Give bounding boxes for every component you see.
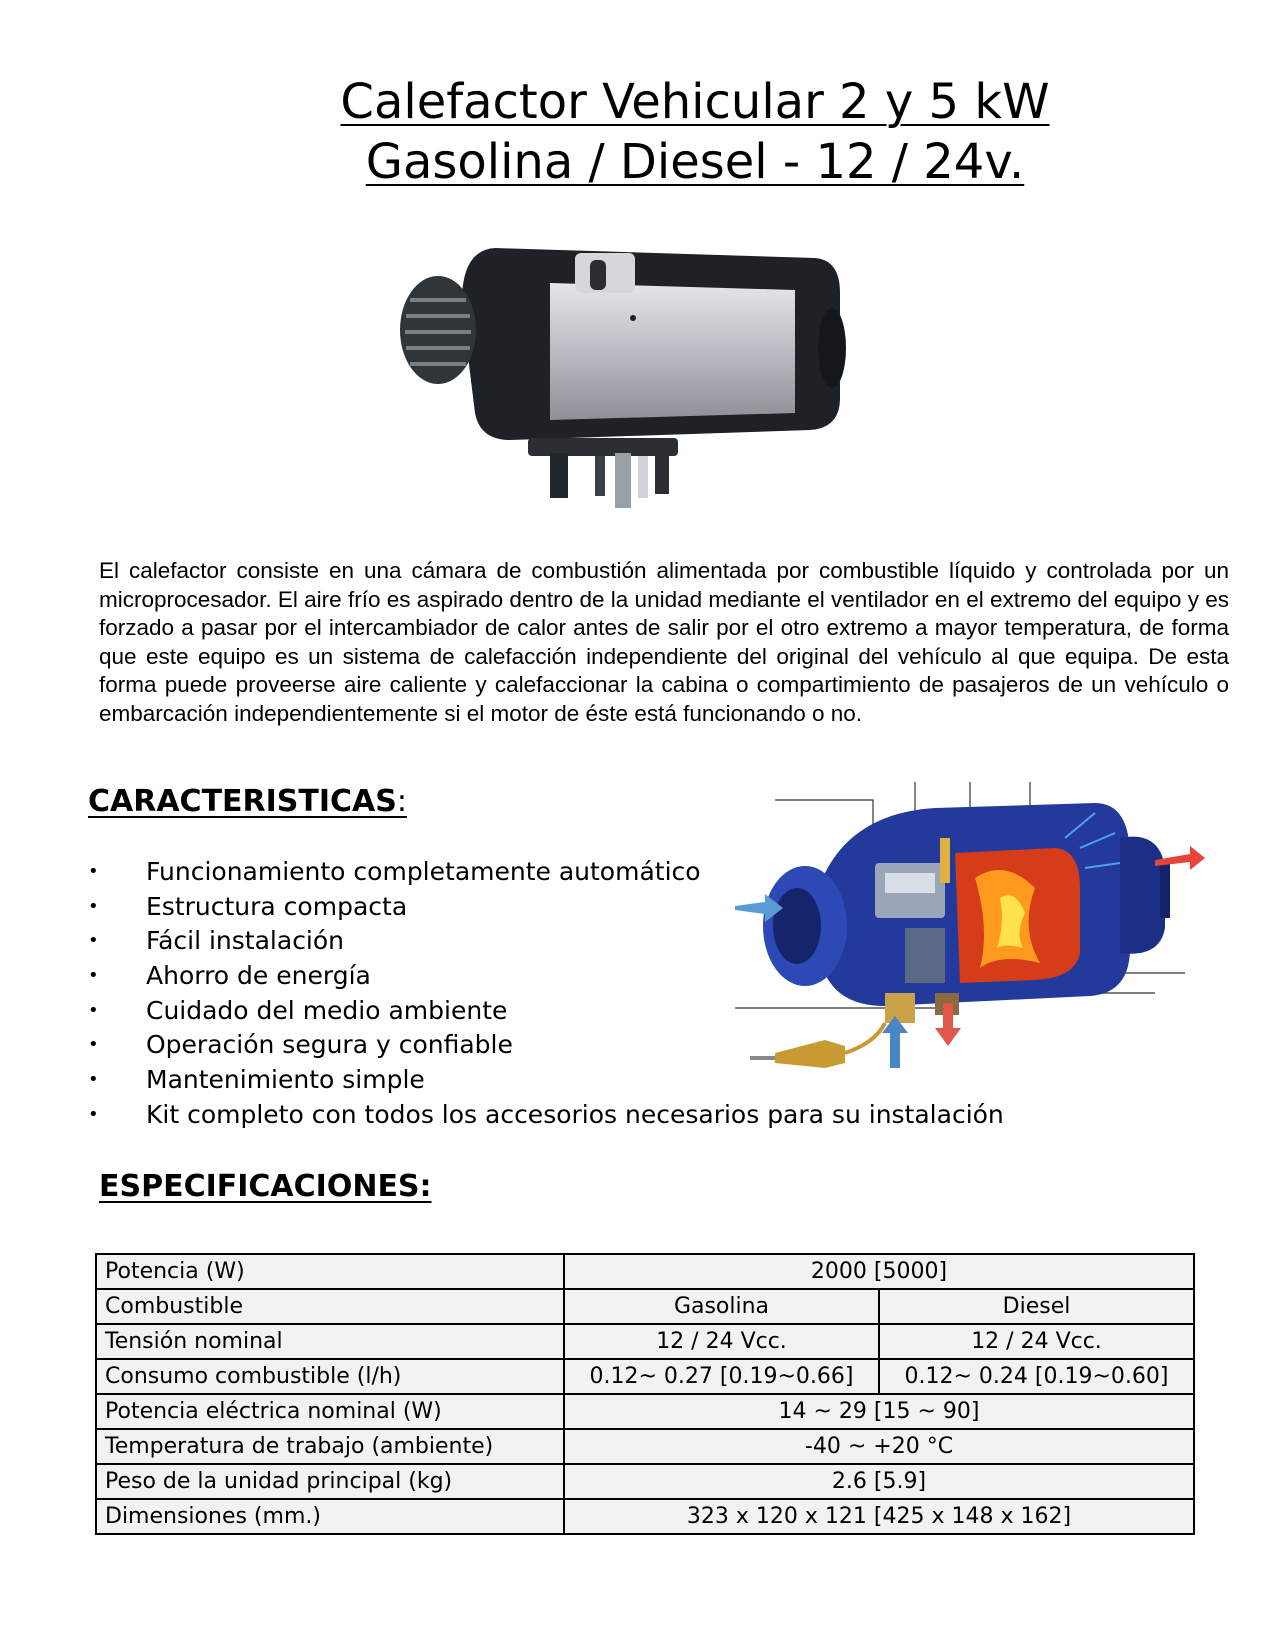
bullet-icon: •	[88, 1034, 99, 1056]
description-paragraph: El calefactor consiste en una cámara de combustión alimentada por combustible líquido y controlada por un microprocesador. El aire frío es aspirado dentro de la unidad mediante el ventilador en el extremo del equipo y es forzado a pasar por el intercambiador de calor antes de salir por el otro extremo a mayor temperatura, de forma que este equipo es un sistema de calefacción independiente del original del vehículo al que equipa. De esta forma puede proveerse aire caliente y calefaccionar la cabina o compartimiento de pasajeros de un vehículo o embarcación independientemente si el motor de éste está funcionando o no.	[99, 558, 1229, 726]
spec-label: Consumo combustible (l/h)	[96, 1359, 564, 1394]
spec-value-diesel: 0.12~ 0.24 [0.19~0.60]	[879, 1359, 1194, 1394]
specs-heading-text: ESPECIFICACIONES:	[99, 1169, 432, 1204]
bullet-icon: •	[88, 895, 99, 917]
specs-table	[95, 1253, 1195, 1535]
table-row	[96, 1394, 1194, 1429]
bullet-icon: •	[88, 930, 99, 952]
heater-product-image	[400, 238, 880, 518]
table-row	[96, 1254, 1194, 1289]
feature-text: Mantenimiento simple	[146, 1065, 425, 1095]
spec-label: Combustible	[96, 1289, 564, 1324]
spec-value: 323 x 120 x 121 [425 x 148 x 162]	[564, 1499, 1194, 1534]
features-heading-colon: :	[396, 784, 407, 819]
spec-label: Potencia eléctrica nominal (W)	[96, 1394, 564, 1429]
spec-label: Dimensiones (mm.)	[96, 1499, 564, 1534]
spec-label: Peso de la unidad principal (kg)	[96, 1464, 564, 1499]
bullet-icon: •	[88, 965, 99, 987]
feature-text: Ahorro de energía	[146, 961, 371, 991]
features-heading-text: CARACTERISTICAS	[88, 784, 397, 819]
title-line-2: Gasolina / Diesel - 12 / 24v.	[365, 134, 1025, 190]
spec-value: 2000 [5000]	[564, 1254, 1194, 1289]
bullet-icon: •	[88, 999, 99, 1021]
page-title	[230, 72, 1160, 192]
spec-value: -40 ~ +20 °C	[564, 1429, 1194, 1464]
table-row	[96, 1464, 1194, 1499]
table-row	[96, 1359, 1194, 1394]
spec-value: 14 ~ 29 [15 ~ 90]	[564, 1394, 1194, 1429]
bullet-icon: •	[88, 1069, 99, 1091]
feature-text: Operación segura y confiable	[146, 1030, 513, 1060]
spec-value-diesel: Diesel	[879, 1289, 1194, 1324]
spec-label: Temperatura de trabajo (ambiente)	[96, 1429, 564, 1464]
feature-text: Fácil instalación	[146, 926, 345, 956]
spec-value-gasolina: 12 / 24 Vcc.	[564, 1324, 879, 1359]
heater-cutaway-diagram	[735, 778, 1205, 1068]
table-row	[96, 1324, 1194, 1359]
bullet-icon: •	[88, 861, 99, 882]
spec-value-diesel: 12 / 24 Vcc.	[879, 1324, 1194, 1359]
spec-value: 2.6 [5.9]	[564, 1464, 1194, 1499]
feature-text: Cuidado del medio ambiente	[146, 995, 508, 1025]
list-item	[88, 1063, 1004, 1098]
table-row	[96, 1429, 1194, 1464]
title-line-1: Calefactor Vehicular 2 y 5 kW	[340, 74, 1050, 130]
table-row	[96, 1289, 1194, 1324]
feature-text: Funcionamiento completamente automático	[146, 857, 701, 886]
list-item	[88, 1098, 1004, 1133]
spec-value-gasolina: 0.12~ 0.27 [0.19~0.66]	[564, 1359, 879, 1394]
spec-label: Potencia (W)	[96, 1254, 564, 1289]
spec-label: Tensión nominal	[96, 1324, 564, 1359]
feature-text: Kit completo con todos los accesorios necesarios para su instalación	[146, 1099, 1004, 1129]
spec-value-gasolina: Gasolina	[564, 1289, 879, 1324]
features-heading	[88, 783, 407, 821]
table-row	[96, 1499, 1194, 1534]
specs-heading	[99, 1168, 432, 1206]
bullet-icon: •	[88, 1103, 99, 1125]
feature-text: Estructura compacta	[146, 891, 408, 921]
